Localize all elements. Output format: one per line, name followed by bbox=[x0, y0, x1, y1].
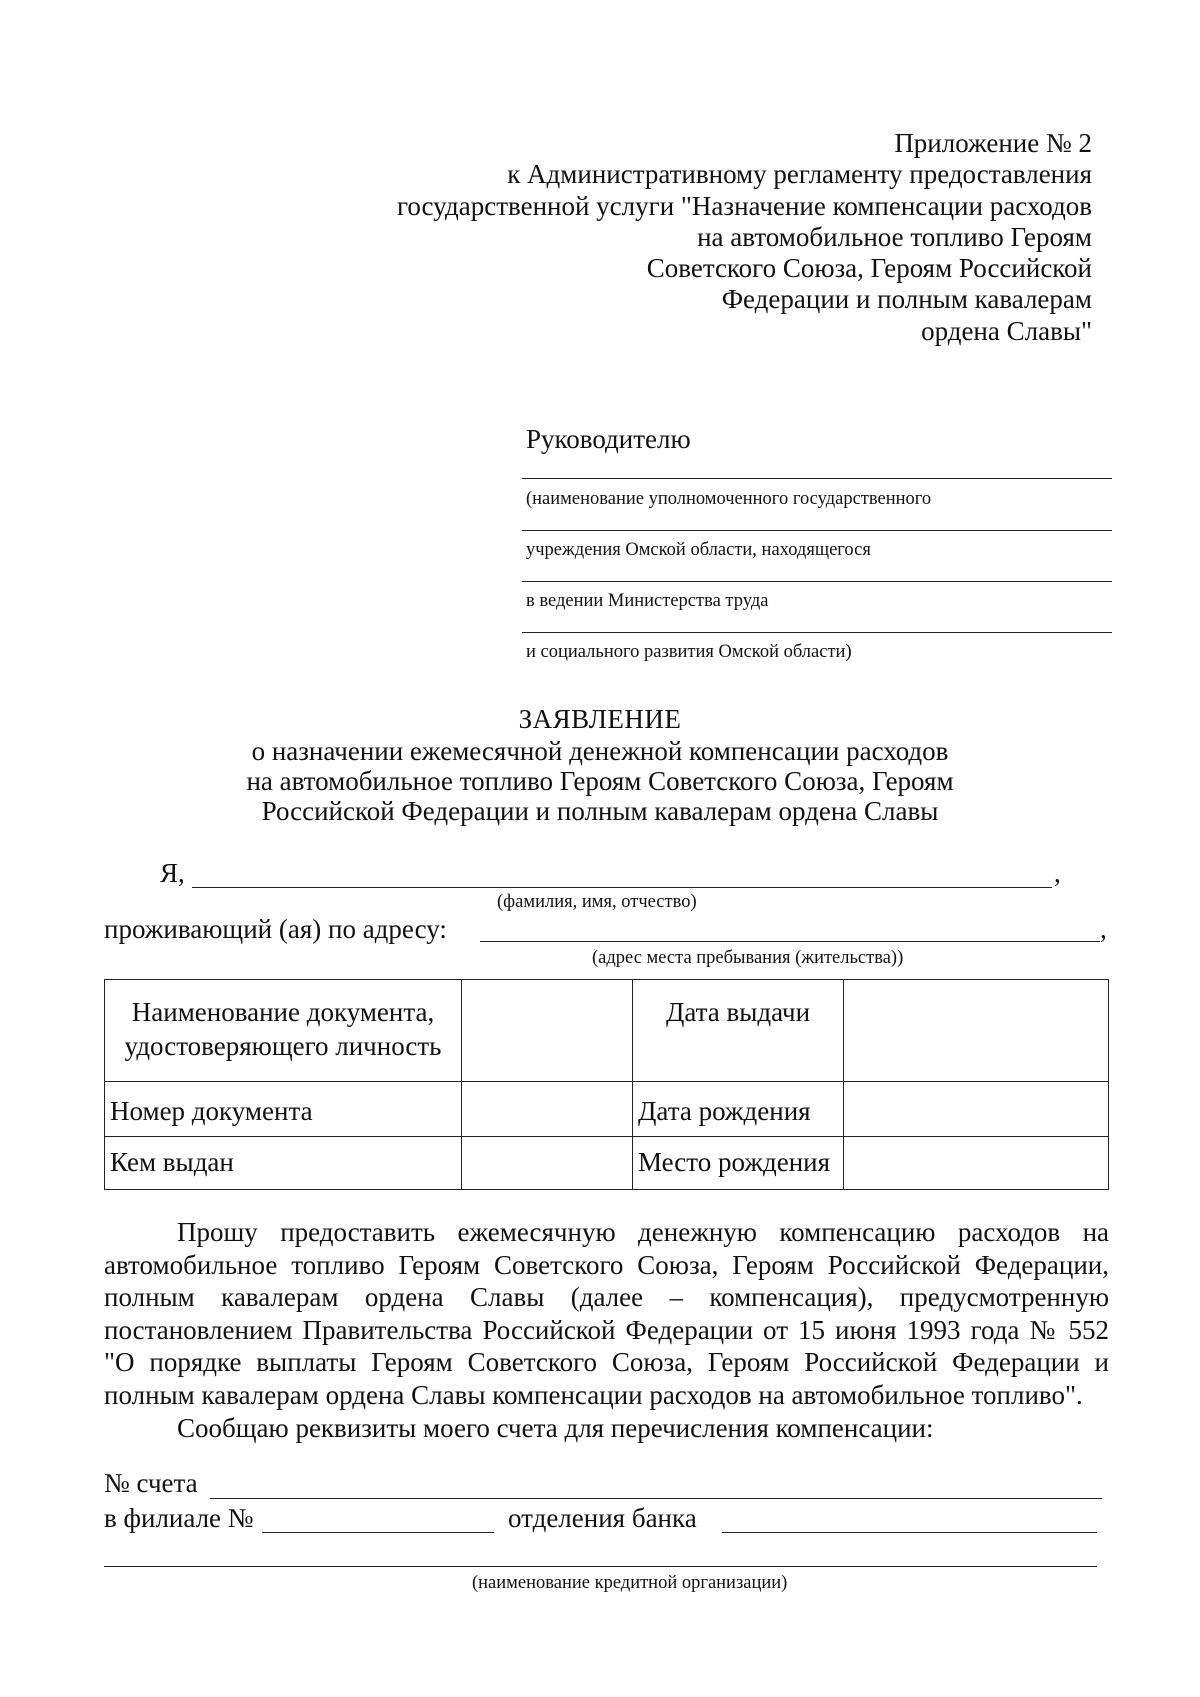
applicant-fio-hint: (фамилия, имя, отчество) bbox=[497, 892, 697, 912]
branch-label: в филиале № bbox=[104, 1503, 254, 1533]
addressee-field-line[interactable] bbox=[522, 581, 1112, 582]
applicant-address-comma: , bbox=[1100, 914, 1107, 944]
table-label-cell: Дата выдачи bbox=[633, 980, 844, 1082]
request-text bbox=[104, 1216, 1109, 1444]
header-line: Приложение № 2 bbox=[894, 128, 1092, 158]
appendix-header bbox=[332, 128, 1092, 347]
addressee-hint: (наименование уполномоченного государственного bbox=[526, 489, 932, 509]
branch-number-field[interactable] bbox=[262, 1532, 494, 1533]
account-label: № счета bbox=[104, 1468, 198, 1498]
addressee-hint: и социального развития Омской области) bbox=[526, 642, 852, 662]
header-line: к Административному регламенту предоставления bbox=[507, 159, 1092, 190]
table-row bbox=[105, 1137, 1109, 1190]
request-paragraph: Прошу предоставить ежемесячную денежную компенсацию расходов на автомобильное топливо Героям Советского Союза, Героям Российской Федерации, полным кавалерам ордена Славы (далее – компенсация), предусмотренную постановлением Правительства Российской Федерации от 15 июня 1993 года № 552 "О порядке выплаты Героям Советского Союза, Героям Российской Федерации и полным кавалерам ордена Славы компенсации расходов на автомобильное топливо". bbox=[104, 1217, 1109, 1410]
identity-document-table bbox=[104, 979, 1109, 1190]
applicant-i-label: Я, bbox=[160, 858, 185, 888]
statement-subtitle-line: на автомобильное топливо Героям Советского Союза, Героям bbox=[246, 766, 954, 796]
header-line: Советского Союза, Героям Российской bbox=[646, 253, 1092, 284]
table-value-cell[interactable] bbox=[844, 1137, 1109, 1190]
addressee-field-line[interactable] bbox=[522, 530, 1112, 531]
statement-subtitle-line: о назначении ежемесячной денежной компенсации расходов bbox=[251, 736, 949, 766]
statement-title: ЗАЯВЛЕНИЕ bbox=[518, 704, 682, 734]
table-value-cell[interactable] bbox=[844, 980, 1109, 1082]
header-line: государственной услуги "Назначение компенсации расходов bbox=[396, 190, 1092, 221]
header-line: на автомобильное топливо Героям bbox=[697, 221, 1092, 252]
applicant-fio-field[interactable] bbox=[192, 887, 1052, 888]
addressee-hint: в ведении Министерства труда bbox=[526, 591, 769, 611]
header-line: Федерации и полным кавалерам bbox=[721, 284, 1092, 315]
table-value-cell[interactable] bbox=[462, 1082, 633, 1137]
table-row bbox=[105, 980, 1109, 1082]
statement-subtitle-line: Российской Федерации и полным кавалерам ордена Славы bbox=[261, 796, 939, 826]
table-value-cell[interactable] bbox=[462, 1137, 633, 1190]
account-intro: Сообщаю реквизиты моего счета для перечисления компенсации: bbox=[177, 1412, 934, 1443]
bank-department-field[interactable] bbox=[722, 1532, 1097, 1533]
addressee-field-line[interactable] bbox=[522, 632, 1112, 633]
table-row bbox=[105, 1082, 1109, 1137]
applicant-address-label: проживающий (ая) по адресу: bbox=[104, 914, 447, 944]
table-value-cell[interactable] bbox=[844, 1082, 1109, 1137]
table-label-cell: Наименование документа, удостоверяющего личность bbox=[105, 980, 462, 1082]
addressee-field-line[interactable] bbox=[522, 478, 1112, 479]
table-label-cell: Номер документа bbox=[105, 1082, 462, 1137]
credit-organization-hint: (наименование кредитной организации) bbox=[472, 1573, 788, 1593]
table-value-cell[interactable] bbox=[462, 980, 633, 1082]
table-label-cell: Кем выдан bbox=[105, 1137, 462, 1190]
department-label: отделения банка bbox=[508, 1503, 697, 1533]
table-label-cell: Место рождения bbox=[633, 1137, 844, 1190]
credit-organization-field[interactable] bbox=[104, 1566, 1097, 1567]
header-line: ордена Славы" bbox=[921, 315, 1092, 346]
applicant-address-hint: (адрес места пребывания (жительства)) bbox=[592, 948, 904, 968]
account-number-field[interactable] bbox=[210, 1498, 1102, 1499]
applicant-address-field[interactable] bbox=[480, 941, 1100, 942]
applicant-fio-comma: , bbox=[1054, 858, 1061, 888]
addressee-title: Руководителю bbox=[526, 424, 691, 454]
addressee-hint: учреждения Омской области, находящегося bbox=[526, 540, 871, 560]
table-label-cell: Дата рождения bbox=[633, 1082, 844, 1137]
